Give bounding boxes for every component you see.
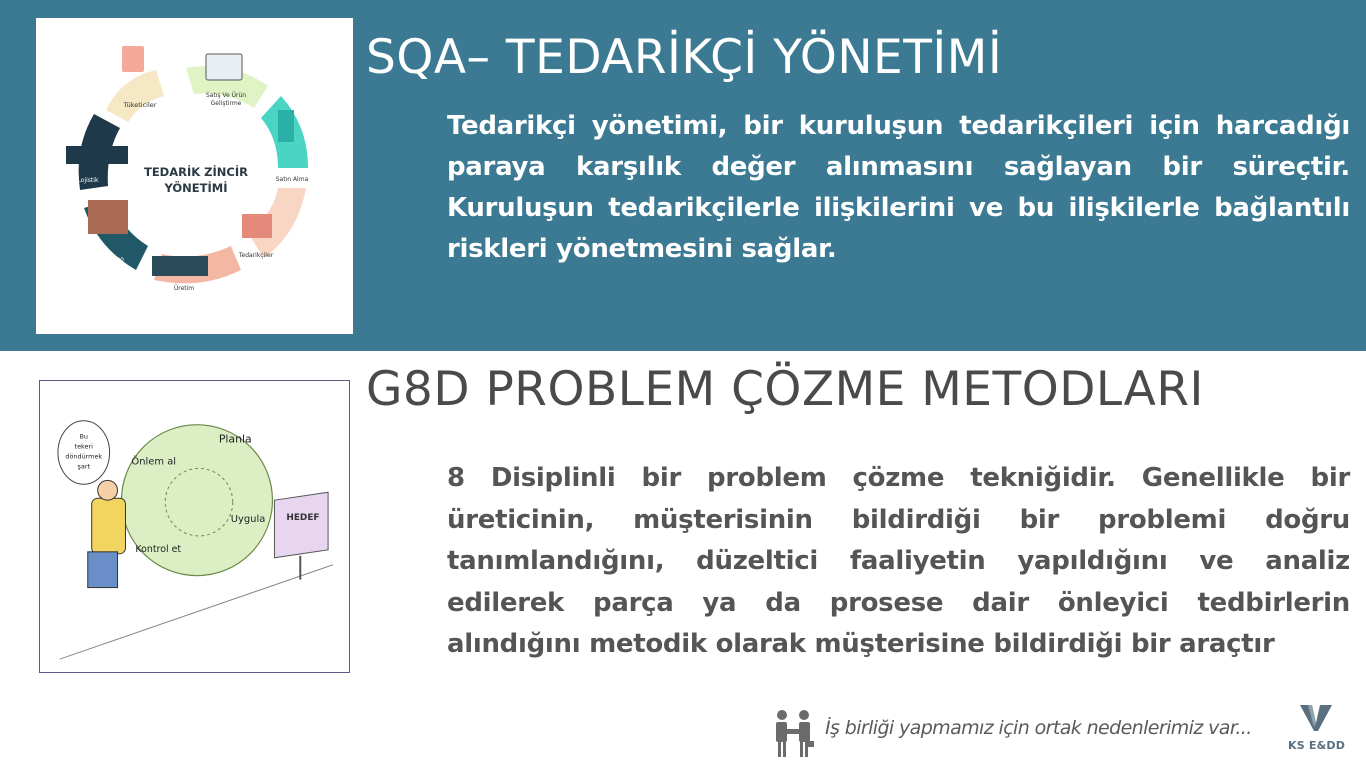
target-label: HEDEF bbox=[286, 513, 320, 524]
bubble-line3: döndürmek bbox=[65, 452, 103, 461]
cash-icon bbox=[278, 110, 294, 142]
consumers-label: Tüketiciler bbox=[123, 101, 157, 109]
shopping-bag-icon bbox=[122, 46, 144, 72]
footer bbox=[770, 703, 1360, 763]
supply-chain-diagram bbox=[36, 18, 353, 334]
act-label: Önlem al bbox=[131, 456, 177, 468]
person-head-icon bbox=[98, 480, 118, 500]
ship-icon bbox=[66, 146, 128, 164]
warehouse-label: Depo bbox=[108, 256, 124, 263]
center-label-line1: TEDARİK ZİNCİR bbox=[143, 165, 249, 179]
purchasing-label: Satın Alma bbox=[275, 176, 309, 183]
supply-chain-image bbox=[36, 18, 353, 334]
monitor-icon bbox=[206, 54, 242, 80]
target-sign-icon bbox=[274, 492, 328, 558]
bubble-line4: şart bbox=[77, 462, 91, 471]
g8d-title: G8D PROBLEM ÇÖZME METODLARI bbox=[366, 362, 1204, 417]
bubble-line2: tekeri bbox=[74, 442, 93, 451]
forklift-icon bbox=[242, 214, 272, 238]
bubble-line1: Bu bbox=[79, 432, 89, 441]
center-label-line2: YÖNETİMİ bbox=[164, 181, 228, 195]
brand-logo-icon bbox=[1298, 703, 1334, 733]
g8d-description: 8 Disiplinli bir problem çözme tekniğidir. Genellikle bir üreticinin, müşterisinin bildirdiği bir problemi doğru tanımlandığını, düzeltici faaliyetin yapıldığını ve analiz edilerek parça ya da prosese dair önleyici tedbirlerin alındığını metodik olarak müşterisine bildirdiği bir araçtır bbox=[447, 463, 1350, 659]
sqa-description: Tedarikçi yönetimi, bir kuruluşun tedarikçileri için harcadığı paraya karşılık değer alınmasını sağlayan bir süreçtir. Kuruluşun tedarikçilerle ilişkilerini ve bu ilişkilerle bağlantılı riskleri yönetmesini sağlar. bbox=[447, 111, 1350, 264]
pdca-image bbox=[39, 380, 350, 673]
check-label: Kontrol et bbox=[135, 543, 182, 555]
sqa-title: SQA– TEDARİKÇİ YÖNETİMİ bbox=[366, 30, 1003, 85]
sales-label-line1: Satış Ve Ürün bbox=[205, 92, 247, 99]
footer-motto: İş birliği yapmamız için ortak nedenlerimiz var... bbox=[825, 717, 1252, 739]
segment-consumers bbox=[106, 70, 164, 122]
sales-label-line2: Geliştirme bbox=[210, 100, 242, 107]
brand-name: KS E&DD bbox=[1288, 739, 1346, 752]
production-label: Üretim bbox=[173, 285, 195, 292]
pdca-wheel-illustration bbox=[40, 381, 349, 672]
suppliers-label: Tedarikçiler bbox=[238, 252, 274, 259]
person-legs-icon bbox=[88, 552, 118, 588]
logistics-label: Lojistik bbox=[77, 177, 99, 184]
person-body-icon bbox=[92, 498, 126, 554]
machine-icon bbox=[152, 256, 208, 276]
handshake-icon bbox=[770, 707, 816, 759]
warehouse-icon bbox=[88, 200, 128, 234]
do-label: Uygula bbox=[230, 514, 266, 526]
plan-label: Planla bbox=[218, 432, 252, 446]
